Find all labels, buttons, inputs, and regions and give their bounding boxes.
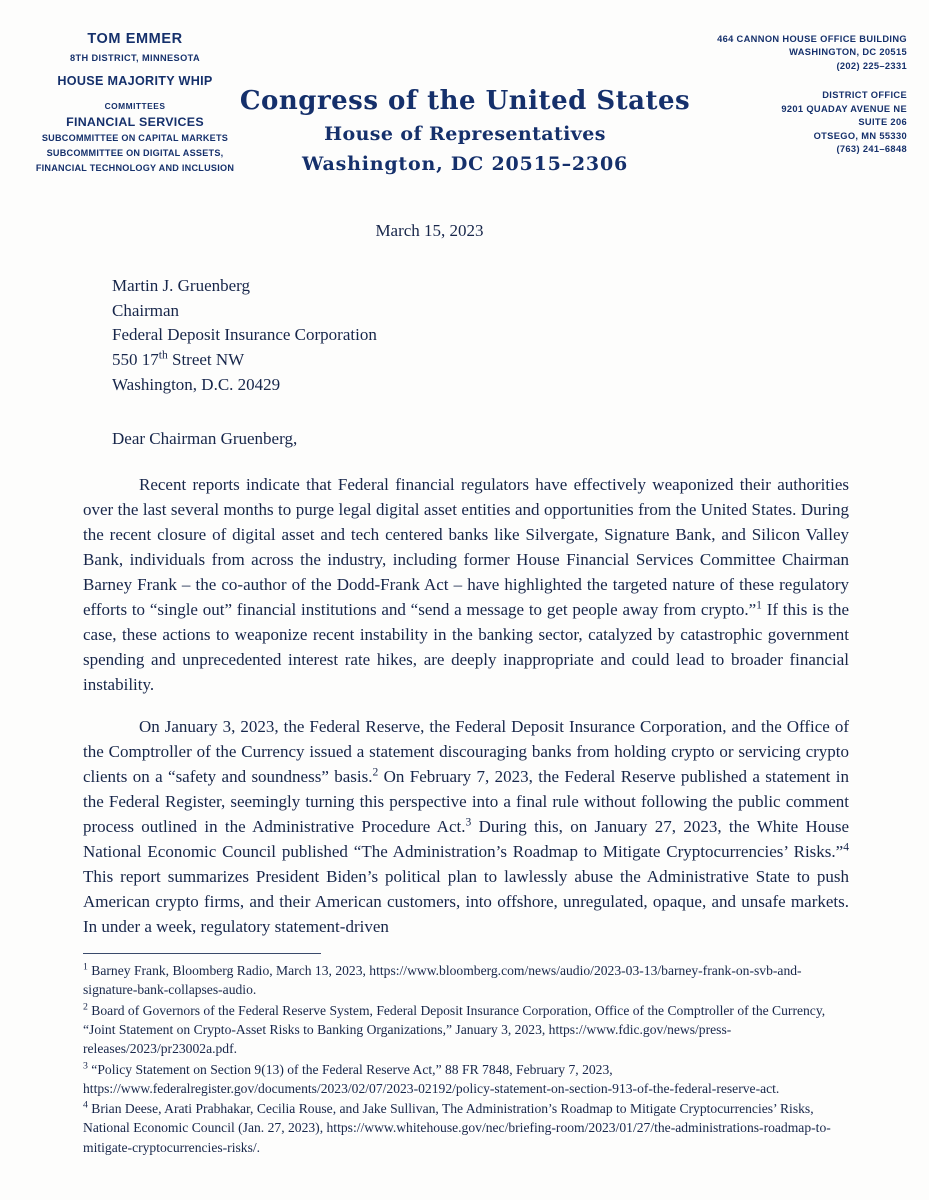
footnote-text: Barney Frank, Bloomberg Radio, March 13, 2023, https://www.bloomberg.com/news/audio/2023-03-13/barney-frank-on-svb-and-signature-bank-collapses-audio.	[83, 963, 802, 998]
subcommittee-digital-assets-line1: SUBCOMMITTEE ON DIGITAL ASSETS,	[46, 147, 224, 158]
footnote-item	[83, 1099, 849, 1157]
paragraph-1-part-a: Recent reports indicate that Federal financial regulators have effectively weaponized their authorities over the last several months to purge legal digital asset entities and opportunities from the United States. During the recent closure of digital asset and tech centered banks like Silvergate, Signature Bank, and Silicon Valley Bank, individuals from across the industry, including former House Financial Services Committee Chairman Barney Frank – the co-author of the Dodd-Frank Act – have highlighted the targeted nature of these regulatory efforts to “single out” financial institutions and “send a message to get people away from crypto.”	[83, 475, 849, 620]
footnote-ref-4: 4	[843, 840, 849, 854]
footnote-ref-1: 1	[756, 598, 762, 612]
footnote-ref-2: 2	[372, 765, 379, 779]
letterhead-center-block	[230, 88, 700, 175]
footnote-ref-3: 3	[465, 815, 472, 829]
footnote-text: Board of Governors of the Federal Reserve System, Federal Deposit Insurance Corporation, Office of the Comptroller of the Currency, “Joint Statement on Crypto-Asset Risks to Banking Organizations,” January 3, 2023, https://www.fdic.gov/news/press-releases/2023/pr23002a.pdf.	[83, 1002, 826, 1057]
addressee-organization: Federal Deposit Insurance Corporation	[112, 325, 377, 345]
subcommittee-capital-markets: SUBCOMMITTEE ON CAPITAL MARKETS	[41, 133, 229, 144]
paragraph-2-part-a: On January 3, 2023, the Federal Reserve, the Federal Deposit Insurance Corporation, and the Office of the Comptroller of the Currency issued a statement discouraging banks from holding crypto or servicing crypto clients on a “safety and soundness” basis.	[83, 717, 849, 787]
member-role: HOUSE MAJORITY WHIP	[57, 74, 213, 89]
letterhead-right-block	[717, 33, 907, 157]
letter-date: March 15, 2023	[375, 221, 484, 240]
subcommittee-digital-assets-line2: FINANCIAL TECHNOLOGY AND INCLUSION	[35, 162, 235, 173]
addressee-city: Washington, D.C. 20429	[112, 374, 281, 394]
addressee-street-ordinal: th	[158, 348, 168, 362]
member-name: TOM EMMER	[87, 31, 183, 47]
footnotes-section	[83, 953, 849, 1158]
addressee-street-name: Street NW	[167, 349, 245, 369]
footnote-item	[83, 961, 849, 1000]
footnote-text: Brian Deese, Arati Prabhakar, Cecilia Rouse, and Jake Sullivan, The Administration’s Roadmap to Mitigate Cryptocurrencies’ Risks, National Economic Council (Jan. 27, 2023), https://www.whitehouse.gov/nec/briefing-room/2023/01/27/the-administrations-roadmap-to-mitigate-cryptocurrencies-risks/.	[83, 1101, 831, 1155]
district-office-block	[717, 89, 907, 156]
addressee-block	[112, 274, 929, 397]
addressee-street-number: 550 17	[112, 349, 159, 369]
house-title: House of Representatives	[324, 123, 606, 146]
office-phone-line: (202) 225–2331	[836, 60, 907, 71]
district-office-street: 9201 QUADAY AVENUE NE	[781, 103, 907, 114]
member-district: 8TH DISTRICT, MINNESOTA	[70, 53, 200, 64]
district-office-label: DISTRICT OFFICE	[822, 90, 907, 101]
district-office-city: OTSEGO, MN 55330	[813, 130, 907, 141]
paragraph-2-part-d: This report summarizes President Biden’s political plan to lawlessly abuse the Administrative State to push American crypto firms, and their American customers, into offshore, unregulated, opaque, and unsafe markets. In under a week, regulatory statement-driven	[83, 866, 849, 936]
district-office-suite: SUITE 206	[858, 117, 907, 128]
footnote-marker: 2	[83, 1001, 88, 1013]
letter-body	[83, 473, 849, 940]
paragraph-1-part-b: If this is the case, these actions to weaponize recent instability in the banking sector, catalyzed by catastrophic government spending and unprecedented interest rate hikes, are deeply inappropriate and could lead to broader financial instability.	[83, 600, 849, 695]
office-city-line: WASHINGTON, DC 20515	[789, 47, 907, 58]
paragraph-2	[83, 715, 849, 940]
committees-label: COMMITTEES	[104, 100, 166, 111]
congress-title: Congress of the United States	[239, 86, 691, 116]
footnote-marker: 1	[83, 961, 88, 973]
footnote-text: “Policy Statement on Section 9(13) of the Federal Reserve Act,” 88 FR 7848, February 7, 2023, https://www.federalregister.gov/documents/2023/02/07/2023-02192/policy-statement-on-section-913-of-the-federal-reserve-act.	[83, 1061, 780, 1096]
footnote-item	[83, 1060, 849, 1099]
footnote-marker: 3	[83, 1059, 88, 1071]
district-office-phone: (763) 241–6848	[836, 144, 907, 155]
footnote-item	[83, 1001, 849, 1059]
office-building-line: 464 CANNON HOUSE OFFICE BUILDING	[717, 34, 907, 44]
footnote-separator-rule	[83, 953, 321, 954]
addressee-street	[112, 348, 929, 373]
footnote-marker: 4	[83, 1099, 88, 1111]
letterhead	[0, 0, 929, 185]
salutation: Dear Chairman Gruenberg,	[112, 429, 298, 449]
addressee-name: Martin J. Gruenberg	[112, 276, 251, 295]
paragraph-1	[83, 473, 849, 698]
paragraph-2-part-c: During this, on January 27, 2023, the White House National Economic Council published “The Administration’s Roadmap to Mitigate Cryptocurrencies’ Risks.”	[83, 817, 849, 861]
addressee-title: Chairman	[112, 300, 180, 320]
paragraph-2-part-b: On February 7, 2023, the Federal Reserve published a statement in the Federal Register, seemingly turning this perspective into a final rule without following the public comment process outlined in the Administrative Procedure Act.	[83, 767, 849, 836]
committee-name: FINANCIAL SERVICES	[66, 114, 204, 129]
washington-line: Washington, DC 20515–2306	[301, 153, 628, 176]
